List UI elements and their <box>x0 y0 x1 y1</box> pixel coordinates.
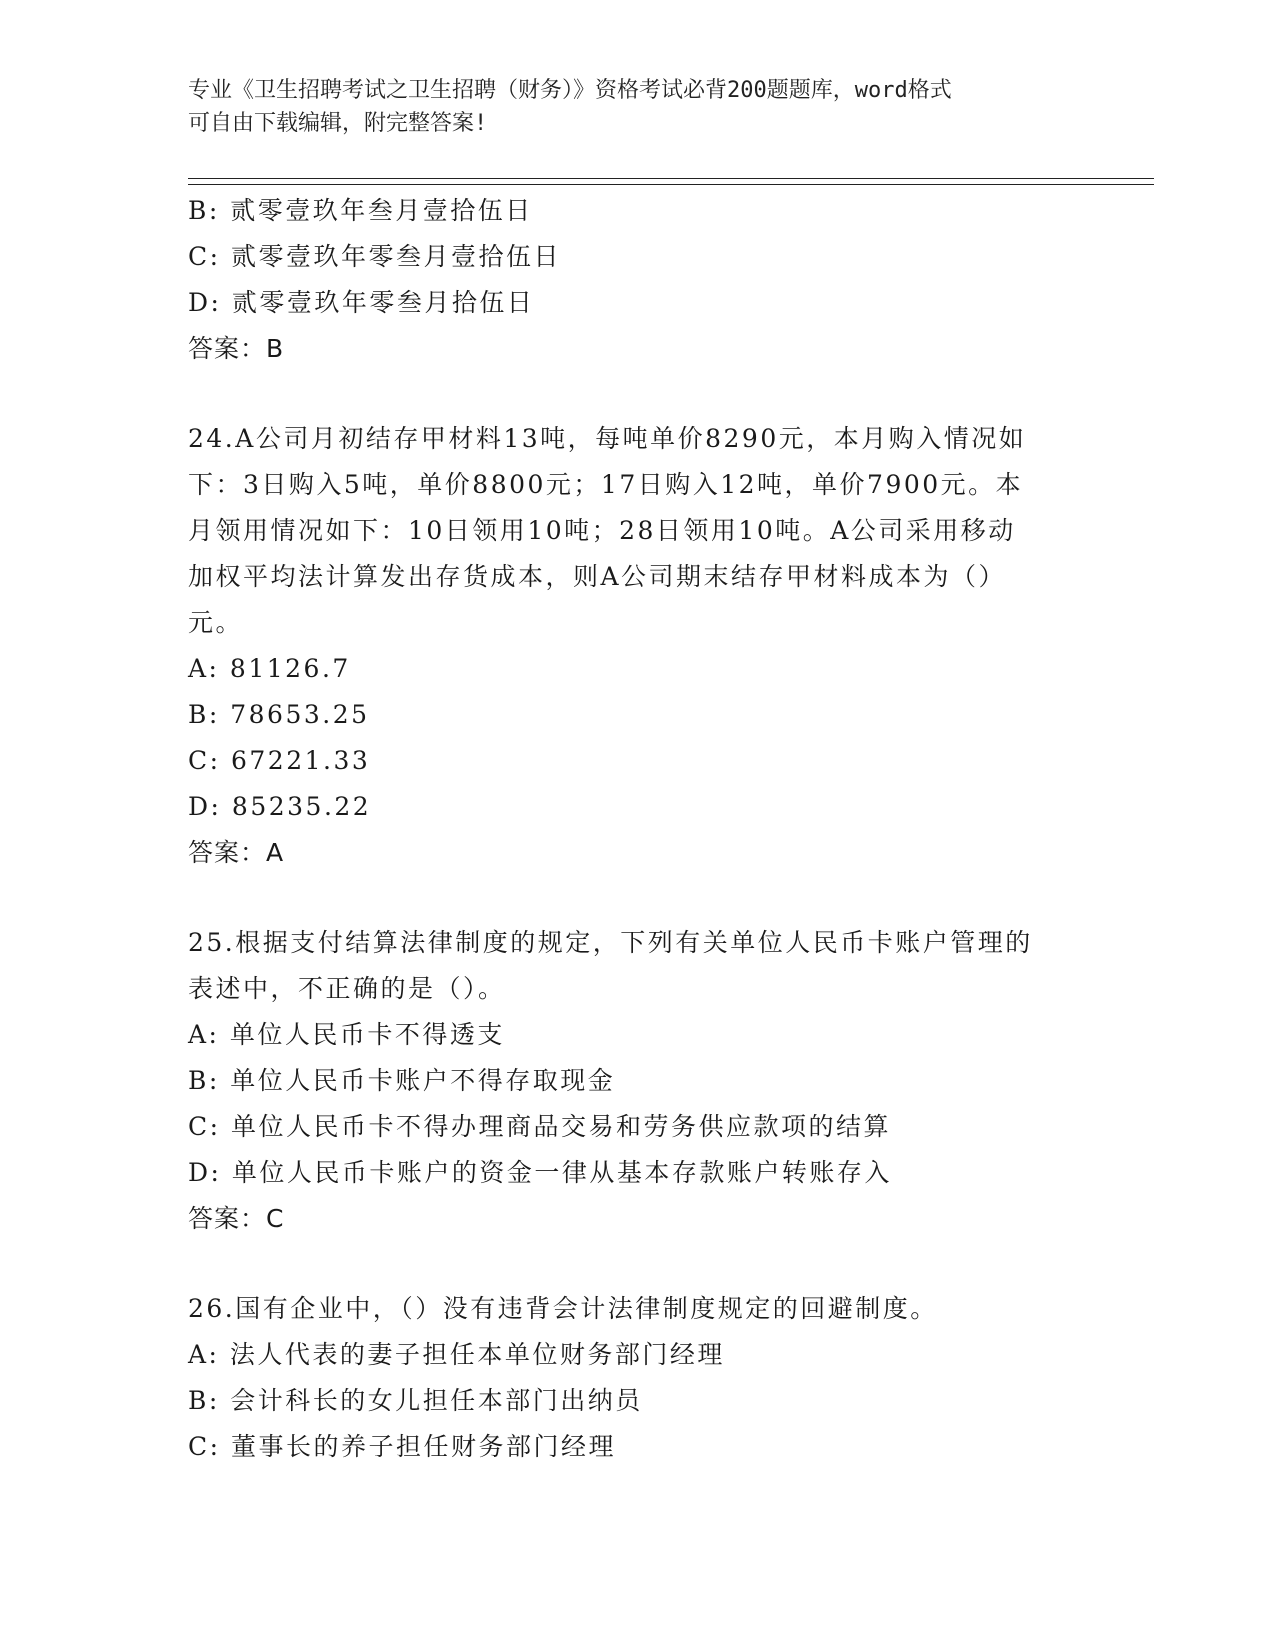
question-24 <box>188 416 1088 876</box>
option-c: C: 董事长的养子担任财务部门经理 <box>188 1432 616 1461</box>
option-b: B: 贰零壹玖年叁月壹拾伍日 <box>188 196 533 225</box>
question-25 <box>188 920 1088 1242</box>
document-header <box>188 74 1088 140</box>
question-stem-line: 24.A公司月初结存甲材料13吨，每吨单价8290元，本月购入情况如 <box>188 424 1027 453</box>
answer: 答案：B <box>188 334 285 363</box>
option-c: C: 贰零壹玖年零叁月壹拾伍日 <box>188 242 561 271</box>
option-a: A: 81126.7 <box>188 654 351 683</box>
question-stem-line: 表述中，不正确的是（）。 <box>188 974 506 1003</box>
question-stem-line: 下：3日购入5吨，单价8800元；17日购入12吨，单价7900元。本 <box>188 470 1024 499</box>
question-23-tail <box>188 188 1088 372</box>
option-b: B: 单位人民币卡账户不得存取现金 <box>188 1066 616 1095</box>
option-d: D: 贰零壹玖年零叁月拾伍日 <box>188 288 535 317</box>
spacer <box>188 372 1088 416</box>
option-d: D: 单位人民币卡账户的资金一律从基本存款账户转账存入 <box>188 1158 892 1187</box>
question-stem-line: 元。 <box>188 608 244 637</box>
spacer <box>188 876 1088 920</box>
question-content <box>188 188 1088 1470</box>
option-b: B: 78653.25 <box>188 700 370 729</box>
option-a: A: 单位人民币卡不得透支 <box>188 1020 505 1049</box>
question-stem-line: 月领用情况如下：10日领用10吨；28日领用10吨。A公司采用移动 <box>188 516 1016 545</box>
option-d: D: 85235.22 <box>188 792 372 821</box>
spacer <box>188 1242 1088 1286</box>
header-line-1: 专业《卫生招聘考试之卫生招聘（财务）》资格考试必背200题题库，word格式 <box>188 78 952 103</box>
answer: 答案：C <box>188 1204 285 1233</box>
header-divider <box>188 178 1154 185</box>
question-stem-line: 加权平均法计算发出存货成本，则A公司期末结存甲材料成本为（） <box>188 562 1007 591</box>
option-c: C: 单位人民币卡不得办理商品交易和劳务供应款项的结算 <box>188 1112 892 1141</box>
answer: 答案：A <box>188 838 285 867</box>
question-stem-line: 25.根据支付结算法律制度的规定，下列有关单位人民币卡账户管理的 <box>188 928 1033 957</box>
question-stem-line: 26.国有企业中，（）没有违背会计法律制度规定的回避制度。 <box>188 1294 938 1323</box>
option-c: C: 67221.33 <box>188 746 371 775</box>
option-b: B: 会计科长的女儿担任本部门出纳员 <box>188 1386 643 1415</box>
option-a: A: 法人代表的妻子担任本单位财务部门经理 <box>188 1340 725 1369</box>
question-26 <box>188 1286 1088 1470</box>
header-line-2: 可自由下载编辑，附完整答案! <box>188 111 488 136</box>
